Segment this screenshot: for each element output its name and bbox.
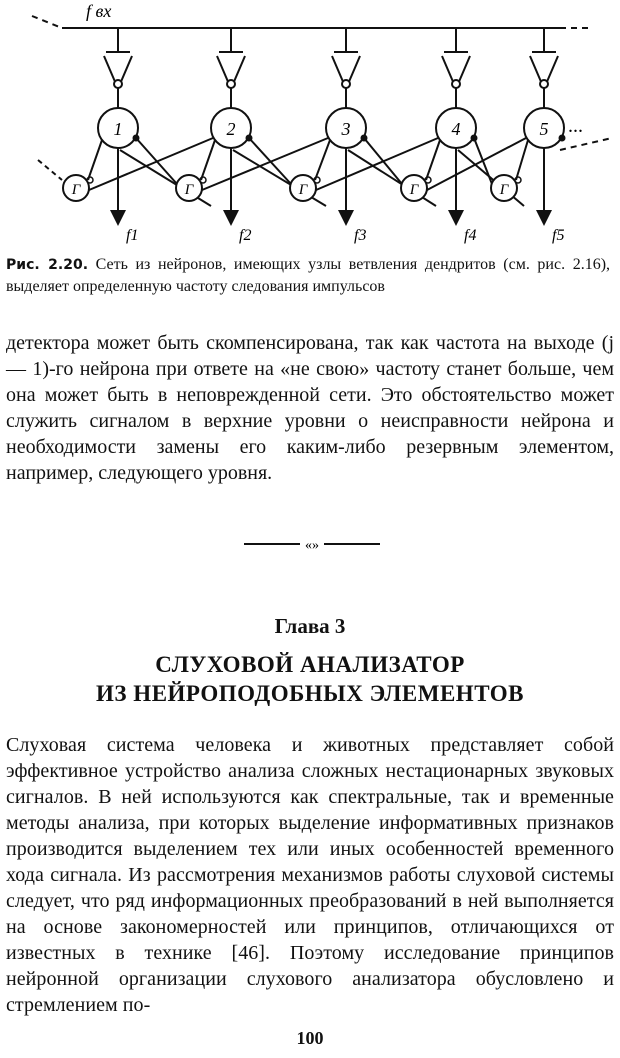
synapse-node-1 bbox=[114, 80, 122, 88]
neuron-to-inhibitor-4 bbox=[426, 140, 440, 180]
paragraph-2: Слуховая система человека и животных представляет собой эффективное устройство анализа сложных нестационарных звуковых сигналов. В ней используются как спектральные, так и временные методы анализа, при которых выделение информативных признаков производится выделением тех или иных особенностей временного хода сигнала. Из рассмотрения механизмов работы слуховой системы следует, что ряд информационных преобразований в ней выполняется на основе закономерностей или принципов, отличающихся от известных в технике [46]. Поэтому исследование принципов нейронной организации слухового анализатора обусловлено и стремлением по- bbox=[6, 734, 614, 1016]
neuron-label-3: 3 bbox=[341, 119, 351, 139]
right-dashed-link bbox=[560, 138, 612, 150]
inhibitor-label-1: Г bbox=[71, 182, 81, 198]
chapter-number: Глава 3 bbox=[274, 614, 346, 638]
inhibitor-label-3: Г bbox=[298, 182, 308, 198]
neuron-to-inhibitor-1 bbox=[88, 140, 102, 180]
inhibitor-label-5: Г bbox=[499, 182, 509, 198]
page-number: 100 bbox=[296, 1028, 324, 1048]
output-label-3: f3 bbox=[354, 227, 367, 244]
synapse-node-4 bbox=[452, 80, 460, 88]
inhibitor-label-2: Г bbox=[184, 182, 194, 198]
neuron-label-1: 1 bbox=[113, 119, 123, 139]
separator-glyph: «» bbox=[305, 538, 319, 553]
chapter-title bbox=[0, 650, 620, 708]
figure-caption bbox=[6, 254, 610, 297]
synapse-node-2 bbox=[227, 80, 235, 88]
output-label-4: f4 bbox=[464, 227, 477, 244]
synapse-node-3 bbox=[342, 80, 350, 88]
output-label-5: f5 bbox=[552, 227, 565, 244]
ellipsis-label: ... bbox=[568, 115, 583, 137]
output-label-1: f1 bbox=[126, 227, 139, 244]
paragraph-1: детектора может быть скомпенсирована, так как частота на выходе (j — 1)-го нейрона при ответе на «не свою» частоту станет больше, чем она может быть в неповрежденной сети. Это обстоятельство может служить сигналом в верхние уровни о неисправности нейрона и необходимости замены его каким-либо резервным элементом, например, следующего уровня. bbox=[6, 332, 614, 484]
neuron-junction-5 bbox=[559, 135, 566, 142]
caption-label: Рис. 2.20. bbox=[6, 257, 89, 273]
neuron-network-figure bbox=[0, 0, 620, 250]
caption-text: Сеть из нейронов, имеющих узлы ветвления дендритов (см. рис. 2.16), выделяет определенную частоту следования импульсов bbox=[6, 256, 611, 295]
chapter-title-line-1: СЛУХОВОЙ АНАЛИЗАТОР bbox=[155, 652, 465, 677]
synapse-node-5 bbox=[540, 80, 548, 88]
neuron-to-inhibitor-5 bbox=[516, 140, 528, 180]
inhibitor-label-4: Г bbox=[409, 182, 419, 198]
left-dashed-link bbox=[38, 160, 62, 180]
input-label: f вх bbox=[86, 1, 112, 21]
output-label-2: f2 bbox=[239, 227, 252, 244]
neuron-label-4: 4 bbox=[451, 119, 461, 139]
neuron-label-5: 5 bbox=[539, 119, 549, 139]
input-line-start bbox=[32, 16, 62, 28]
neuron-label-2: 2 bbox=[226, 119, 236, 139]
chapter-title-line-2: ИЗ НЕЙРОПОДОБНЫХ ЭЛЕМЕНТОВ bbox=[96, 681, 524, 706]
neuron-network-diagram bbox=[0, 0, 620, 250]
section-separator bbox=[0, 528, 620, 560]
neuron-to-inhibitor-3 bbox=[315, 140, 330, 180]
neuron-to-inhibitor-2 bbox=[201, 140, 215, 180]
